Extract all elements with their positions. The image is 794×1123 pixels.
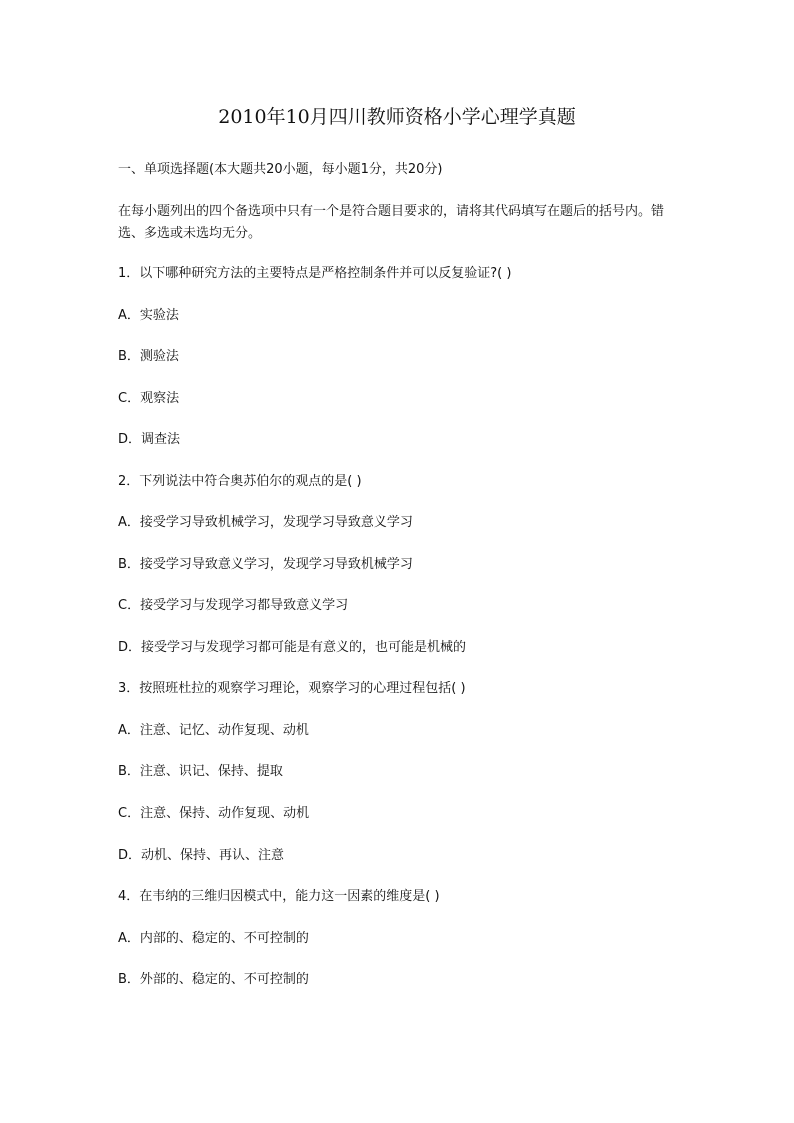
question-stem: 3．按照班杜拉的观察学习理论，观察学习的心理过程包括( ) [118, 681, 466, 696]
option-b: B．注意、识记、保持、提取 [118, 764, 283, 779]
option-b: B．接受学习导致意义学习，发现学习导致机械学习 [118, 557, 413, 572]
option-c: C．观察法 [118, 391, 180, 406]
document-title: 2010年10月四川教师资格小学心理学真题 [218, 106, 576, 128]
option-a: A．实验法 [118, 308, 179, 323]
option-b: B．测验法 [118, 349, 179, 364]
option-a: A．注意、记忆、动作复现、动机 [118, 723, 309, 738]
option-d: D．动机、保持、再认、注意 [118, 848, 285, 863]
question-stem: 2．下列说法中符合奥苏伯尔的观点的是( ) [118, 474, 362, 489]
option-a: A．内部的、稳定的、不可控制的 [118, 931, 309, 946]
question-stem: 1．以下哪种研究方法的主要特点是严格控制条件并可以反复验证?( ) [118, 266, 512, 281]
instructions-paragraph: 在每小题列出的四个备选项中只有一个是符合题目要求的，请将其代码填写在题后的括号内。错选、多选或未选均无分。 [118, 204, 665, 241]
question-stem: 4．在韦纳的三维归因模式中，能力这一因素的维度是( ) [118, 889, 440, 904]
option-c: C．注意、保持、动作复现、动机 [118, 806, 310, 821]
option-d: D．调查法 [118, 432, 181, 447]
section-heading: 一、单项选择题(本大题共20小题，每小题1分，共20分) [118, 162, 443, 177]
option-b: B．外部的、稳定的、不可控制的 [118, 972, 309, 987]
option-c: C．接受学习与发现学习都导致意义学习 [118, 598, 349, 613]
option-d: D．接受学习与发现学习都可能是有意义的，也可能是机械的 [118, 640, 467, 655]
option-a: A．接受学习导致机械学习，发现学习导致意义学习 [118, 515, 413, 530]
